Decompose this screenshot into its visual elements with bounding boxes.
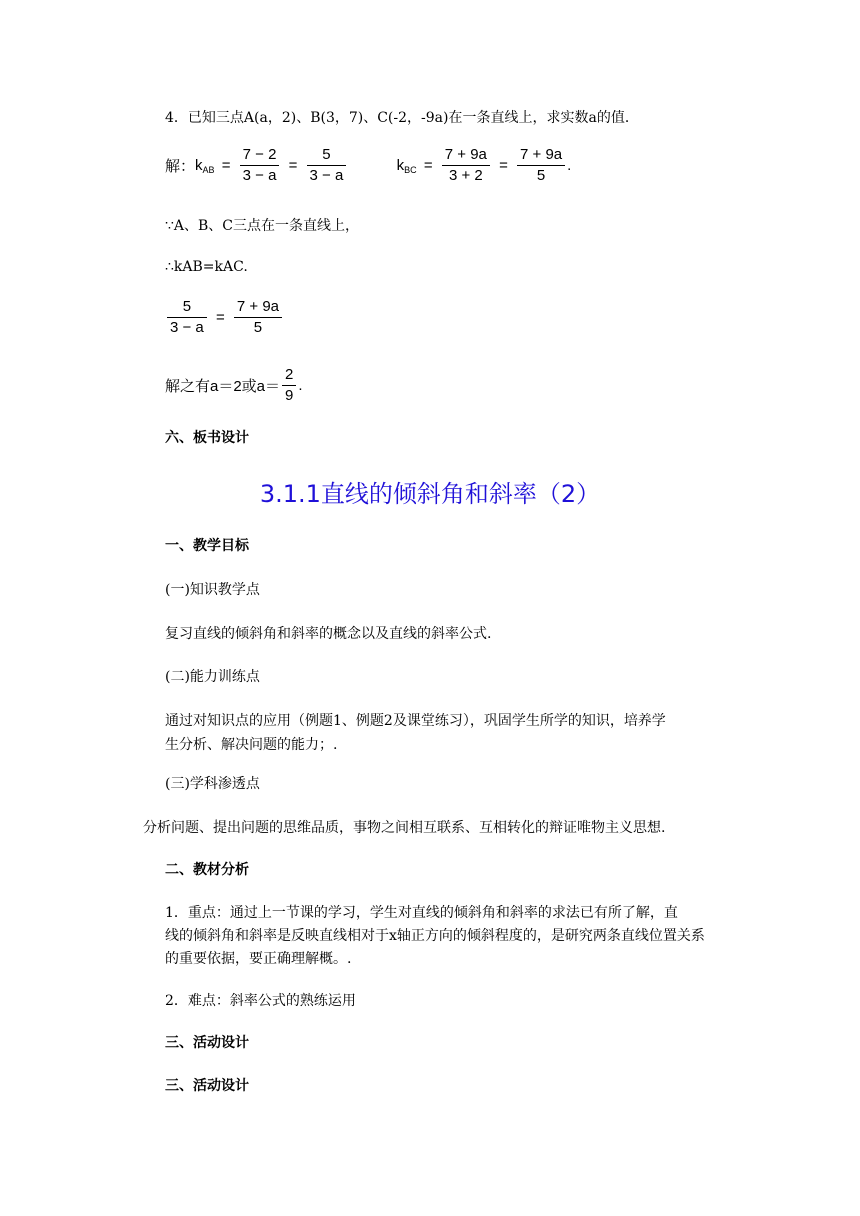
slope-solution-formula	[165, 146, 571, 185]
paragraph-difficulty: 2．难点：斜率公式的熟练运用	[165, 993, 356, 1009]
equals-sign: =	[215, 309, 225, 326]
fraction-kbc: $\frac{7 + 9a}{3 + 2}$	[442, 146, 490, 185]
equals-sign: =	[499, 157, 508, 174]
heading-activity-design: 三、活动设计	[165, 1035, 249, 1051]
paragraph-ability-line2: 生分析、解决问题的能力；.	[165, 737, 338, 753]
k-bc-symbol: $k_{BC}$	[396, 156, 417, 175]
equals-sign: =	[288, 157, 298, 174]
because-line: ∵A、B、C三点在一条直线上，	[165, 218, 360, 234]
period: .	[298, 377, 303, 394]
page-title: 3.1.1直线的倾斜角和斜率（2）	[259, 480, 601, 508]
fraction-right: $\frac{7 + 9a}{5}$	[234, 298, 282, 337]
result-formula	[165, 366, 303, 405]
paragraph-key-line3: 的重要依据，要正确理解概。.	[165, 951, 352, 967]
k-ab-symbol: $k_{AB}$	[195, 156, 215, 175]
equals-sign: =	[221, 157, 231, 174]
paragraph-subject: 分析问题、提出问题的思维品质，事物之间相互联系、互相转化的辩证唯物主义思想.	[143, 820, 666, 836]
fraction-left: $\frac{5}{3 - a}$	[167, 298, 207, 337]
paragraph-key-line1: 1．重点：通过上一节课的学习，学生对直线的倾斜角和斜率的求法已有所了解，直	[165, 905, 678, 921]
paragraph-key-line2: 线的倾斜角和斜率是反映直线相对于x轴正方向的倾斜程度的，是研究两条直线位置关系	[165, 928, 705, 944]
paragraph-ability-line1: 通过对知识点的应用（例题1、例题2及课堂练习），巩固学生所学的知识，培养学	[165, 713, 666, 729]
subheading-knowledge: (一)知识教学点	[165, 582, 260, 598]
subheading-ability: (二)能力训练点	[165, 669, 260, 685]
solution-prefix: 解：	[165, 158, 196, 175]
fraction-kab: $\frac{7 - 2}{3 - a}$	[240, 146, 280, 185]
fraction-kab-simplified: $\frac{5}{3 - a}$	[307, 146, 347, 185]
subheading-subject: (三)学科渗透点	[165, 776, 260, 792]
section-heading-board-design: 六、板书设计	[165, 430, 249, 446]
therefore-line: ∴kAB=kAC.	[165, 259, 248, 275]
problem-statement: 4．已知三点A(a，2)、B(3，7)、C(-2，-9a)在一条直线上，求实数a的值．	[165, 110, 639, 126]
fraction-kbc-simplified: $\frac{7 + 9a}{5}$	[517, 146, 565, 185]
fraction-result: $\frac{2}{9}$	[282, 366, 296, 405]
equals-sign: =	[423, 157, 433, 174]
heading-material-analysis: 二、教材分析	[165, 862, 249, 878]
heading-teaching-goals: 一、教学目标	[165, 538, 249, 554]
equation-formula	[165, 298, 284, 337]
heading-activity-design-repeat: 三、活动设计	[165, 1078, 249, 1094]
result-text: 解之有a＝2或a＝	[165, 378, 281, 395]
period: .	[567, 157, 572, 174]
paragraph-knowledge: 复习直线的倾斜角和斜率的概念以及直线的斜率公式.	[165, 626, 492, 642]
